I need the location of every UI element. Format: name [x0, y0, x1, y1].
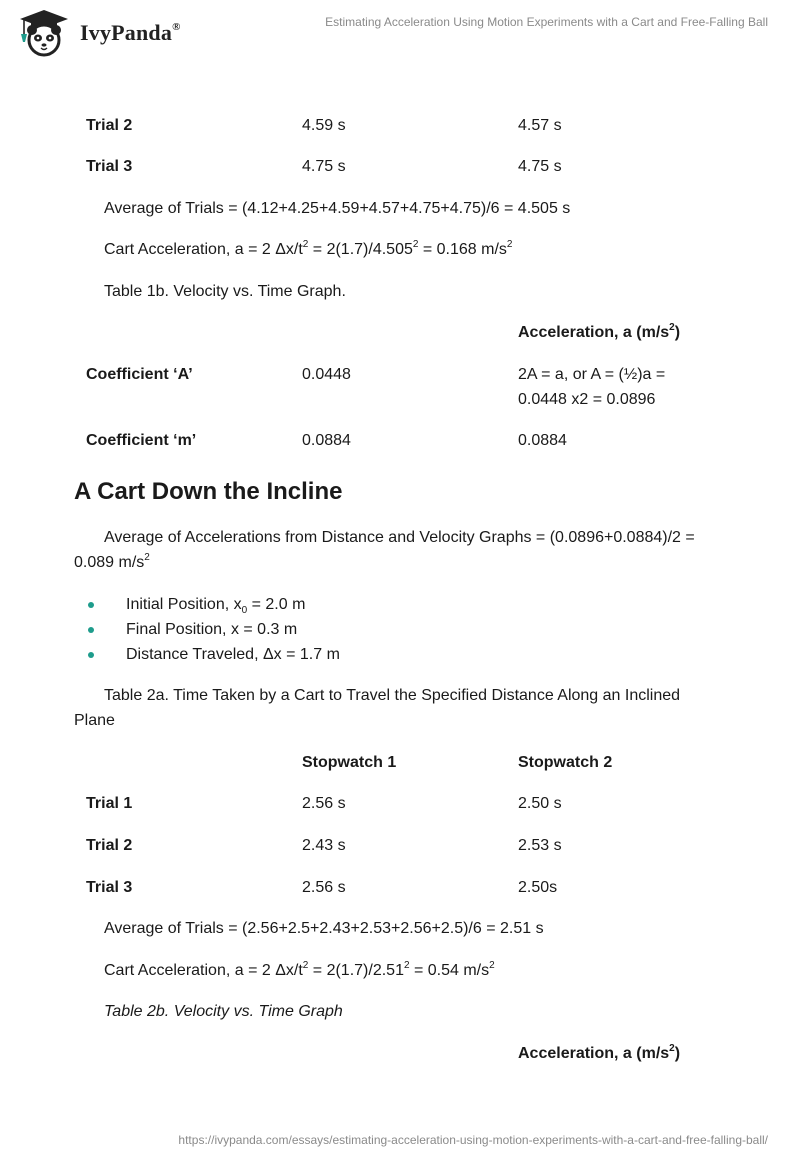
row-label: Trial 2 [86, 117, 133, 134]
stopwatch1-cell: 2.43 s [302, 837, 346, 854]
stopwatch2-cell: 4.75 s [518, 158, 562, 175]
table-caption: Table 2b. Velocity vs. Time Graph [104, 1003, 343, 1020]
document-title: Estimating Acceleration Using Motion Experiments with a Cart and Free-Falling Ball [325, 15, 768, 29]
table-caption-cont: Plane [74, 712, 115, 729]
coefficient-value: 0.0884 [302, 432, 351, 449]
list-item: Distance Traveled, Δx = 1.7 m [74, 642, 340, 667]
list-item: Final Position, x = 0.3 m [74, 617, 340, 642]
column-header: Stopwatch 2 [518, 754, 613, 771]
bullet-icon [88, 602, 94, 608]
logo-wordmark: IvyPanda® [80, 20, 181, 45]
average-trials-text: Average of Trials = (4.12+4.25+4.59+4.57+4.75+4.75)/6 = 4.505 s [104, 200, 571, 217]
bullet-list [74, 592, 340, 667]
row-label: Coefficient ‘m’ [86, 432, 197, 449]
row-label: Coefficient ‘A’ [86, 366, 193, 383]
row-label: Trial 3 [86, 158, 133, 175]
average-accelerations-text-cont: 0.089 $m/s^2$ [74, 551, 150, 571]
panda-graduate-icon [14, 8, 74, 58]
column-header: Acceleration, a $(m/s^2)$ [518, 1042, 681, 1062]
average-trials-text: Average of Trials = (2.56+2.5+2.43+2.53+2.56+2.5)/6 = 2.51 s [104, 920, 544, 937]
acceleration-cell: 2A = a, or A = (½)a = [518, 366, 666, 383]
average-accelerations-text: Average of Accelerations from Distance and Velocity Graphs = (0.0896+0.0884)/2 = [104, 529, 695, 546]
stopwatch1-cell: 2.56 s [302, 879, 346, 896]
bullet-icon [88, 652, 94, 658]
acceleration-cell: 0.0448 x2 = 0.0896 [518, 391, 656, 408]
stopwatch2-cell: 2.50 s [518, 795, 562, 812]
stopwatch2-cell: 2.53 s [518, 837, 562, 854]
site-logo[interactable] [14, 8, 181, 58]
row-label: Trial 3 [86, 879, 133, 896]
source-url-link[interactable]: https://ivypanda.com/essays/estimating-acceleration-using-motion-experiments-with-a-cart-and-free-falling-ball/ [178, 1133, 768, 1147]
stopwatch2-cell: 2.50s [518, 879, 558, 896]
cart-acceleration-text: Cart Acceleration, a = 2 $\Delta x/t^2 = 2(1.7)/4.505^2 = 0.168$ $m/s^2$ [104, 238, 513, 258]
stopwatch1-cell: 4.75 s [302, 158, 346, 175]
cart-acceleration-text: Cart Acceleration, a = 2 $\Delta x/t^2 = 2(1.7)/2.51^2 = 0.54$ $m/s^2$ [104, 959, 495, 979]
column-header: Acceleration, a $(m/s^2)$ [518, 321, 681, 341]
coefficient-value: 0.0448 [302, 366, 351, 383]
column-header: Stopwatch 1 [302, 754, 397, 771]
section-heading: A Cart Down the Incline [74, 478, 343, 505]
table-caption: Table 1b. Velocity vs. Time Graph. [104, 283, 346, 300]
list-item: Initial Position, $x_0 = 2.0$ m [74, 592, 340, 617]
acceleration-cell: 0.0884 [518, 432, 567, 449]
bullet-icon [88, 627, 94, 633]
table-caption: Table 2a. Time Taken by a Cart to Travel the Specified Distance Along an Inclined [104, 687, 681, 704]
row-label: Trial 1 [86, 795, 133, 812]
stopwatch1-cell: 4.59 s [302, 117, 346, 134]
stopwatch2-cell: 4.57 s [518, 117, 562, 134]
stopwatch1-cell: 2.56 s [302, 795, 346, 812]
row-label: Trial 2 [86, 837, 133, 854]
